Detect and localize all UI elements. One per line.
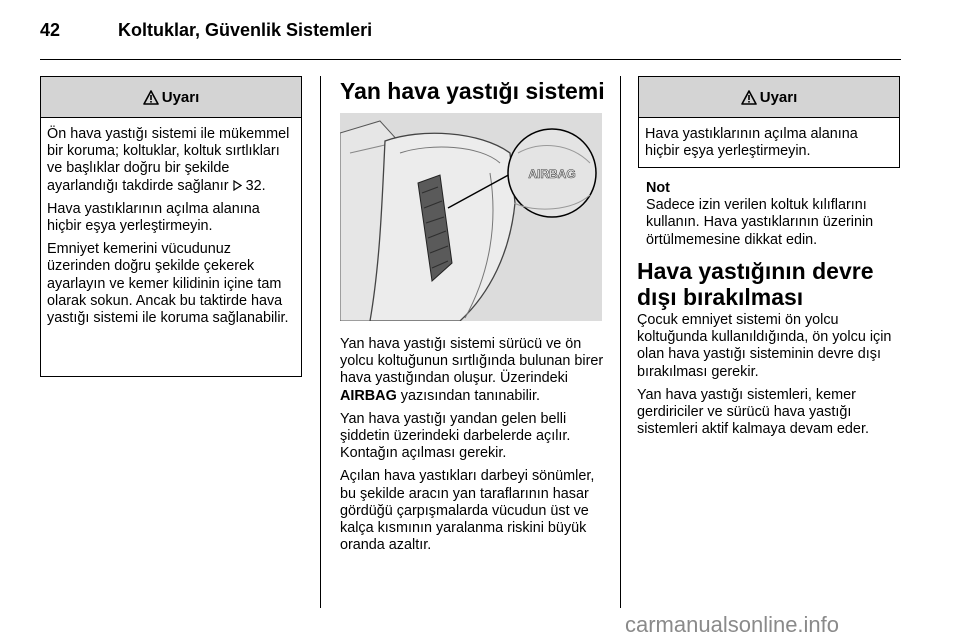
warning-body	[639, 118, 899, 160]
side-airbag-figure	[340, 113, 602, 321]
warning-box-deployment	[638, 76, 900, 168]
section-heading-deactivation: Hava yastığının devre dışı bırakılması	[637, 258, 874, 310]
warning-box-seating	[40, 76, 302, 377]
paragraph: Yan hava yastığı yandan gelen belli şiddetin üzerindeki darbelerde açılır. Kontağın açılması gerekir.	[340, 410, 571, 462]
section-heading-side-airbag: Yan hava yastığı sistemi	[340, 78, 605, 104]
warning-box-header	[639, 77, 899, 118]
note-block	[646, 180, 902, 249]
warning-paragraph: Emniyet kemerini vücudunuz üzerinden doğru şekilde çekerek ayarlayın ve kemer kilidinin içine tam olarak sokun. Ancak bu taktirde hava yastığı sistemi ile koruma sağlanabilir.	[47, 241, 289, 327]
warning-title: Uyarı	[161, 88, 200, 106]
airbag-label: AIRBAG	[528, 167, 576, 181]
page-header-title: Koltuklar, Güvenlik Sistemleri	[118, 20, 373, 40]
watermark: carmanualsonline.info	[625, 612, 840, 637]
paragraph	[340, 336, 610, 405]
reference-arrow-icon	[233, 180, 242, 191]
paragraph: Açılan hava yastıkları darbeyi sönümler, bu şekilde aracın yan taraflarının hasar gördüğü çarpışmalarda vücudun üst ve kalça kısmının yaralanma riskini büyük oranda azaltır.	[340, 468, 595, 554]
page-ref[interactable]: 32.	[245, 177, 266, 194]
paragraph: Yan hava yastığı sistemleri, kemer gerdiriciler ve sürücü hava yastığı sistemleri aktif kalmaya devam eder.	[637, 386, 869, 438]
paragraph: Çocuk emniyet sistemi ön yolcu koltuğunda kullanıldığında, ön yolcu için olan hava yastığı sisteminin devre dışı bırakılması gerekir.	[637, 312, 892, 380]
warning-paragraph	[47, 126, 295, 195]
warning-triangle-icon	[741, 90, 757, 105]
warning-title: Uyarı	[759, 88, 798, 106]
column-divider-right	[620, 76, 621, 608]
seat-illustration	[340, 113, 602, 321]
warning-paragraph: Hava yastıklarının açılma alanına hiçbir eşya yerleştirmeyin.	[645, 126, 858, 160]
warning-body	[41, 118, 301, 327]
text: yazısından tanınabilir.	[400, 387, 540, 404]
column-divider-left	[320, 76, 321, 608]
text: Yan hava yastığı sistemi sürücü ve ön yolcu koltuğunun sırtlığında bulunan birer hava yastığından oluşur. Üzerindeki	[340, 336, 604, 387]
warning-text: Ön hava yastığı sistemi ile mükemmel bir koruma; koltuklar, koltuk sırtlıkları ve başlıklar doğru bir şekilde ayarlandığı takdirde sağlanır	[47, 126, 290, 194]
note-text: Sadece izin verilen koltuk kılıflarını kullanın. Hava yastıklarının üzerinin örtülmemesine dikkat edin.	[646, 197, 874, 248]
header-rule	[40, 59, 901, 60]
deactivation-text	[637, 312, 907, 444]
page-number: 42	[40, 20, 61, 40]
warning-box-header	[41, 77, 301, 118]
note-label: Not	[646, 180, 670, 196]
side-airbag-text	[340, 336, 610, 560]
page-header	[40, 18, 900, 48]
airbag-bold: AIRBAG	[340, 387, 397, 404]
warning-paragraph: Hava yastıklarının açılma alanına hiçbir eşya yerleştirmeyin.	[47, 200, 260, 235]
warning-triangle-icon	[143, 90, 159, 105]
